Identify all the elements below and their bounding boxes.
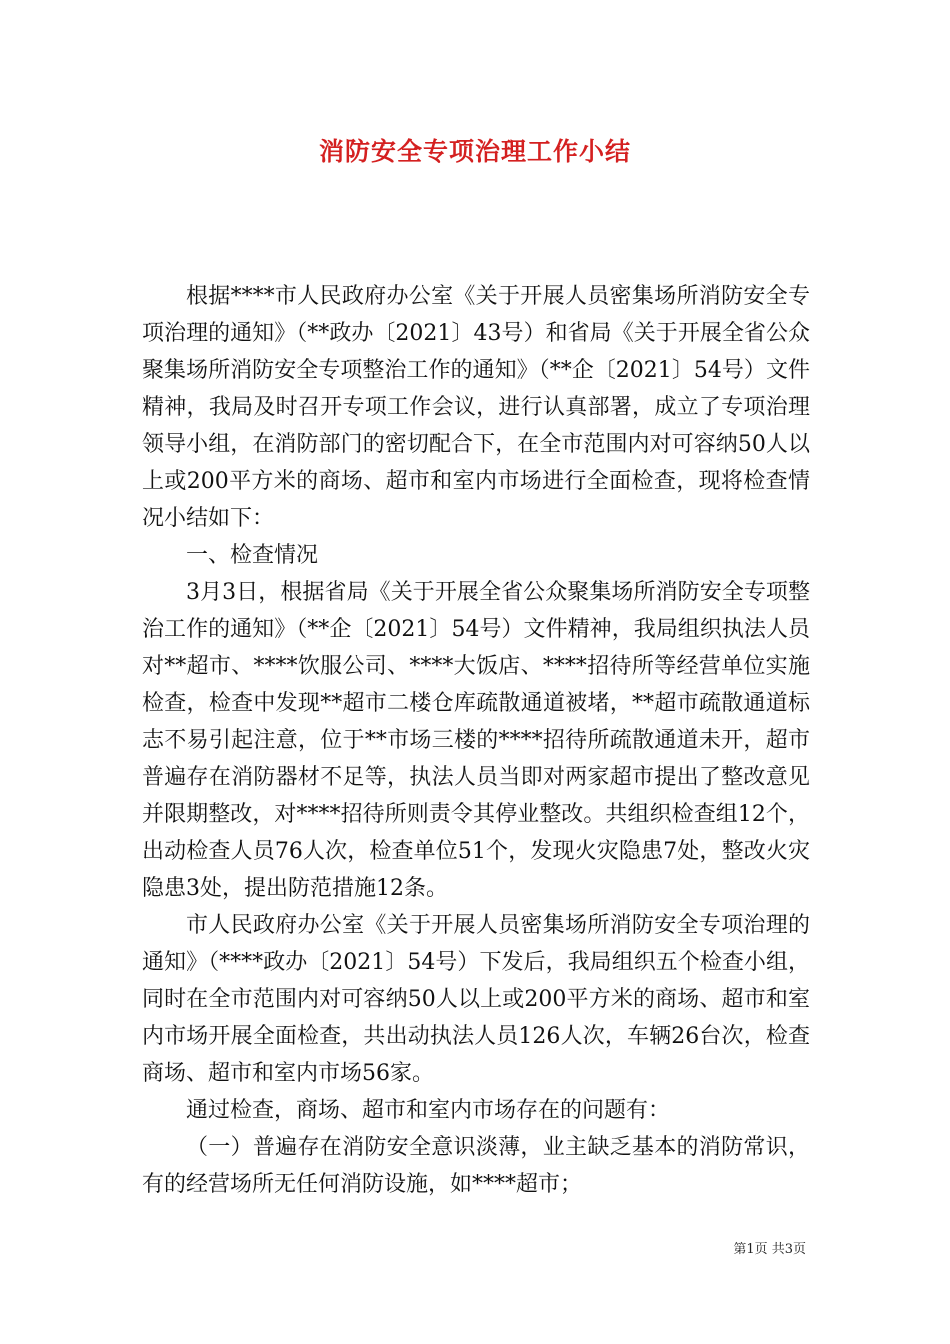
- section-heading-inspection: 一、检查情况: [186, 543, 319, 568]
- document-title: 消防安全专项治理工作小结: [318, 137, 631, 166]
- page-number: 第1页 共3页: [733, 1242, 806, 1257]
- paragraph-city-notice: 市人民政府办公室《关于开展人员密集场所消防安全专项治理的通知》（****政办〔2021〕54号）下发后，我局组织五个检查小组，同时在全市范围内对可容纳50人以上或200平方米的商场、超市和室内市场开展全面检查，共出动执法人员126人次，车辆26台次，检查商场、超市和室内市场56家。: [142, 913, 810, 1086]
- paragraph-intro: 根据****市人民政府办公室《关于开展人员密集场所消防安全专项治理的通知》（**政办〔2021〕43号）和省局《关于开展全省公众聚集场所消防安全专项整治工作的通知》（**企〔2021〕54号）文件精神，我局及时召开专项工作会议，进行认真部署，成立了专项治理领导小组，在消防部门的密切配合下，在全市范围内对可容纳50人以上或200平方米的商场、超市和室内市场进行全面检查，现将检查情况小结如下：: [142, 284, 811, 531]
- document-body: [142, 278, 810, 1203]
- paragraph-march-inspection: 3月3日，根据省局《关于开展全省公众聚集场所消防安全专项整治工作的通知》（**企〔2021〕54号）文件精神，我局组织执法人员对**超市、****饮服公司、****大饭店、****招待所等经营单位实施检查，检查中发现**超市二楼仓库疏散通道被堵，**超市疏散通道标志不易引起注意，位于**市场三楼的****招待所疏散通道未开，超市普遍存在消防器材不足等，执法人员当即对两家超市提出了整改意见并限期整改，对****招待所则责令其停业整改。共组织检查组12个，出动检查人员76人次，检查单位51个，发现火灾隐患7处，整改火灾隐患3处，提出防范措施12条。: [142, 580, 810, 901]
- paragraph-problem-1: （一）普遍存在消防安全意识淡薄，业主缺乏基本的消防常识，有的经营场所无任何消防设施，如****超市；: [142, 1135, 810, 1197]
- paragraph-problems-intro: 通过检查，商场、超市和室内市场存在的问题有：: [186, 1098, 671, 1123]
